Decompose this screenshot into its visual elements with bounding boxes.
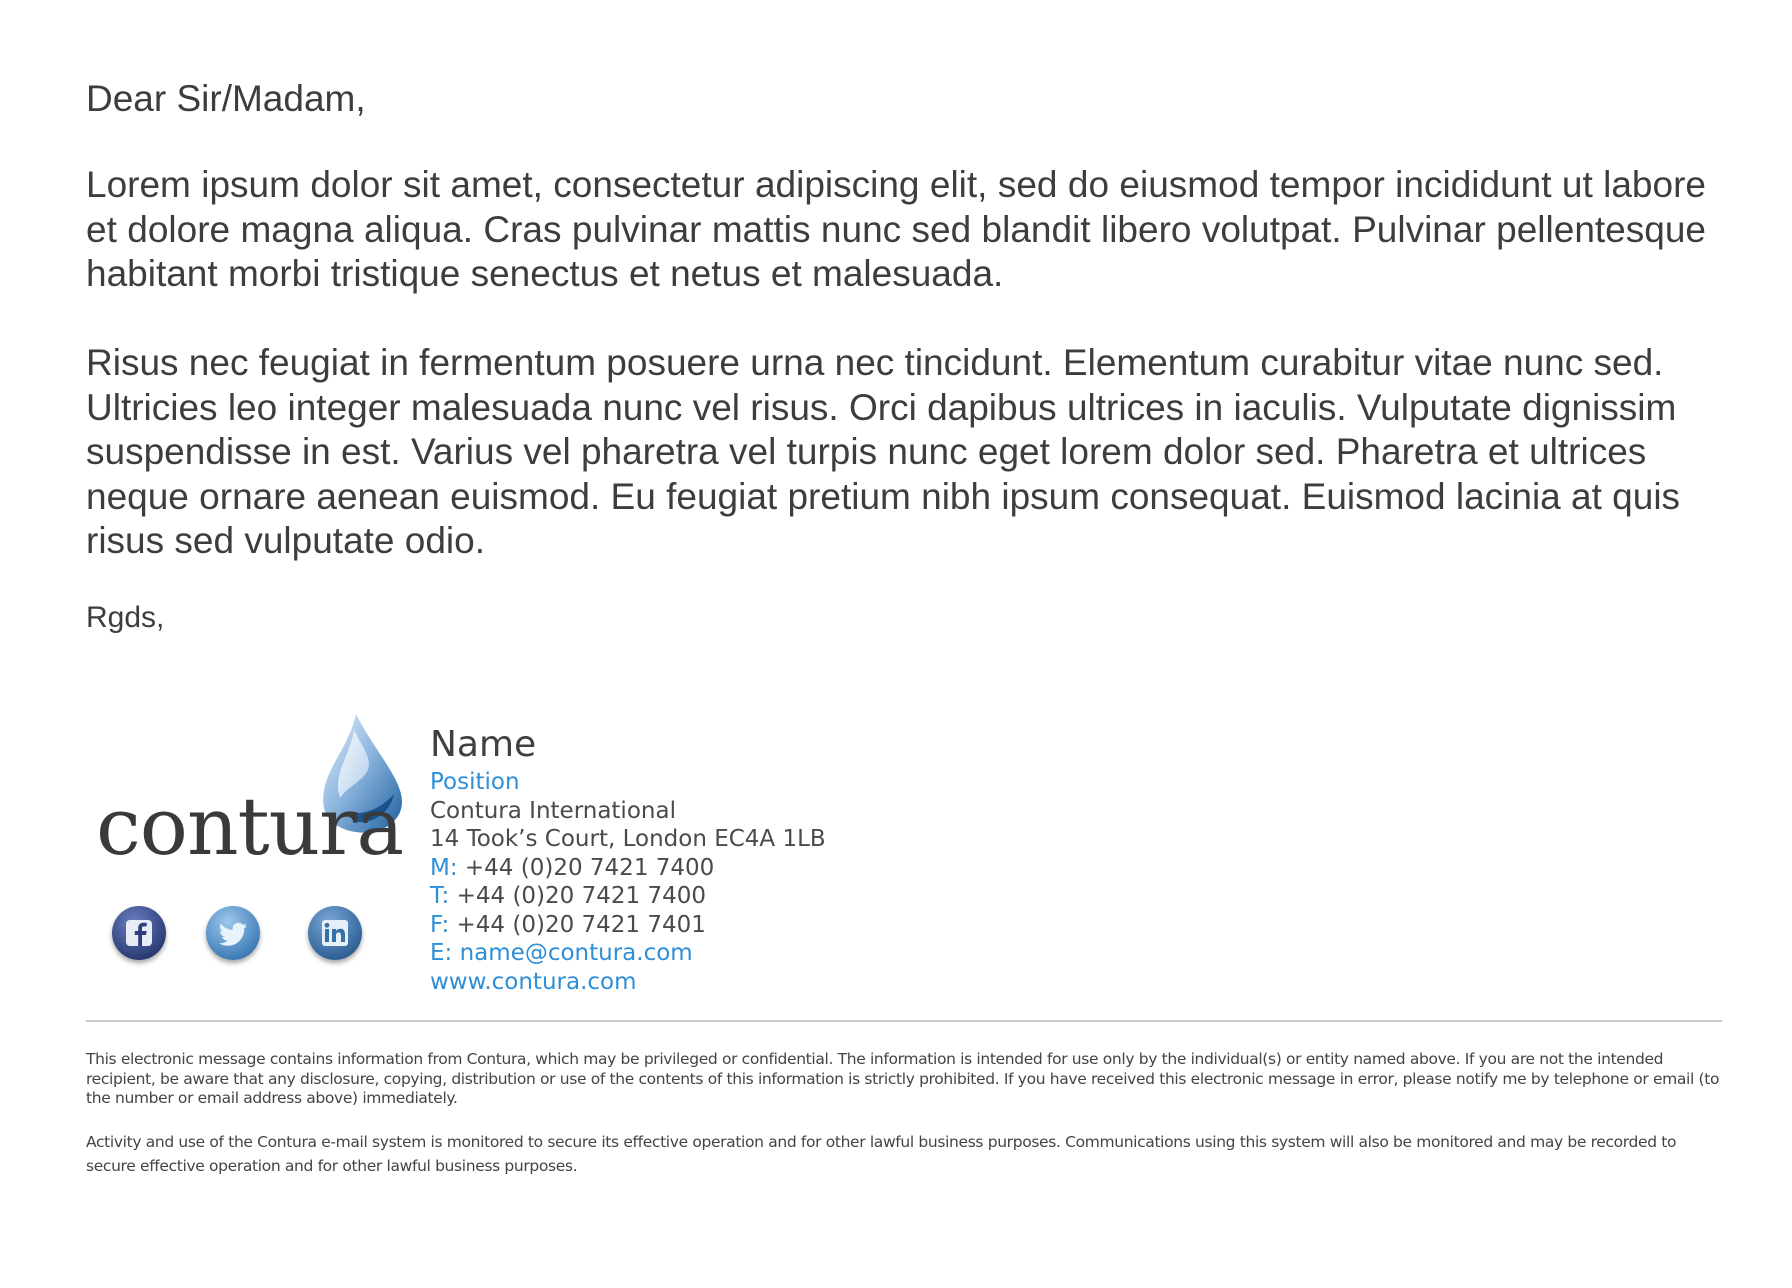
phone-line <box>430 882 826 911</box>
company-name: Contura International <box>430 797 676 824</box>
linkedin-icon[interactable] <box>308 906 362 960</box>
signature-divider <box>86 1020 1722 1022</box>
confidentiality-disclaimer: This electronic message contains information from Contura, which may be privileged or confidential. The information is intended for use only by the individual(s) or entity named above. If you are not the intended recipient, be aware that any disclosure, copying, distribution or use of the contents of this information is strictly prohibited. If you have received this electronic message in error, please notify me by telephone or email (to the number or email address above) immediately. <box>86 1050 1720 1107</box>
contact-details <box>430 722 826 996</box>
logo-wordmark: contura <box>96 780 404 873</box>
contura-logo <box>86 712 406 872</box>
email-line <box>430 939 826 968</box>
website-link[interactable]: www.contura.com <box>430 968 637 995</box>
company-address: 14 Took’s Court, London EC4A 1LB <box>430 826 826 852</box>
greeting: Dear Sir/Madam, <box>86 78 366 119</box>
website-line <box>430 968 826 997</box>
sender-name: Name <box>430 724 537 765</box>
phone-label: T: <box>430 883 450 909</box>
sender-position: Position <box>430 769 520 795</box>
email-signature <box>86 712 1726 1002</box>
social-links <box>112 906 372 962</box>
monitoring-disclaimer: Activity and use of the Contura e-mail system is monitored to secure its effective operation and for other lawful business purposes. Communications using this system will also be monitored and may be recorded to secure effective operation and for other lawful business purposes. <box>86 1133 1677 1175</box>
closing: Rgds, <box>86 601 165 634</box>
mobile-number: +44 (0)20 7421 7400 <box>464 854 715 881</box>
body-paragraph-2: Risus nec feugiat in fermentum posuere urna nec tincidunt. Elementum curabitur vitae nunc sed. Ultricies leo integer malesuada nunc vel risus. Orci dapibus ultrices in iaculis. Vulputate dignissim suspendisse in est. Varius vel pharetra vel turpis nunc eget lorem dolor sed. Pharetra et ultrices neque ornare aenean euismod. Eu feugiat pretium nibh ipsum consequat. Euismod lacinia at quis risus sed vulputate odio. <box>86 342 1681 561</box>
mobile-label: M: <box>430 854 458 881</box>
facebook-icon[interactable] <box>112 906 166 960</box>
email-link[interactable]: name@contura.com <box>459 940 693 966</box>
mobile-line <box>430 854 826 883</box>
email-label: E: <box>430 940 453 966</box>
twitter-icon[interactable] <box>206 906 260 960</box>
phone-number: +44 (0)20 7421 7400 <box>456 883 706 909</box>
fax-label: F: <box>430 911 450 938</box>
fax-line <box>430 911 826 940</box>
fax-number: +44 (0)20 7421 7401 <box>456 911 706 938</box>
body-paragraph-1: Lorem ipsum dolor sit amet, consectetur adipiscing elit, sed do eiusmod tempor incididunt ut labore et dolore magna aliqua. Cras pulvinar mattis nunc sed blandit libero volutpat. Pulvinar pellentesque habitant morbi tristique senectus et netus et malesuada. <box>86 164 1706 294</box>
